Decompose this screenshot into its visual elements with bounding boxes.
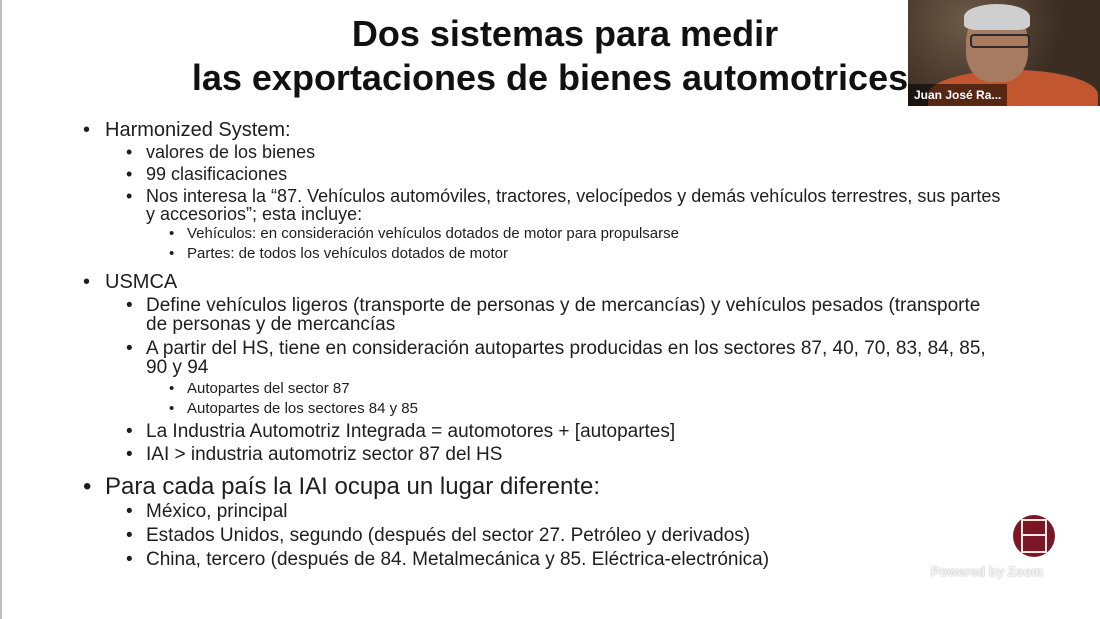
bullet-dot: • <box>126 142 133 162</box>
bullet-dot: • <box>126 186 133 206</box>
bullet-para-cada-pais <box>83 473 600 501</box>
bullet-valores <box>126 142 316 162</box>
bullet-text: IAI > industria automotriz sector 87 del HS <box>146 444 503 465</box>
bullet-dot: • <box>169 245 175 262</box>
bullet-vehiculos <box>169 225 679 243</box>
bullet-dot: • <box>169 400 175 417</box>
bullet-dot: • <box>126 338 133 359</box>
bullet-iai-sector-87 <box>126 444 503 465</box>
slide-title <box>150 12 950 100</box>
bullet-dot: • <box>169 380 175 397</box>
bullet-industria-integrada <box>126 421 676 442</box>
participant-hair <box>964 4 1030 30</box>
bullet-sector-87 <box>126 186 1006 224</box>
bullet-text: USMCA <box>105 271 178 293</box>
bullet-partes <box>169 245 509 263</box>
bullet-text: 99 clasificaciones <box>146 164 288 184</box>
bullet-dot: • <box>126 164 133 184</box>
bullet-dot: • <box>126 421 133 442</box>
participant-name-label: Juan José Ra... <box>908 84 1007 106</box>
bullet-text: Estados Unidos, segundo (después del sector 27. Petróleo y derivados) <box>146 525 751 546</box>
bullet-text: Nos interesa la “87. Vehículos automóviles, tractores, velocípedos y demás vehículos terrestres, sus partes y accesorios”; esta incluye: <box>146 186 1001 224</box>
bullet-autopartes-84-85 <box>169 400 418 418</box>
bullet-text: A partir del HS, tiene en consideración autopartes producidas en los sectores 87, 40, 70, 83, 84, 85, 90 y 94 <box>146 338 986 378</box>
bullet-dot: • <box>169 225 175 242</box>
bullet-text: Autopartes de los sectores 84 y 85 <box>187 400 418 417</box>
bullet-usmca <box>83 271 178 293</box>
bullet-text: Para cada país la IAI ocupa un lugar diferente: <box>105 473 600 500</box>
powered-by-zoom-watermark: Powered by Zoom <box>931 564 1043 579</box>
bullet-text: Define vehículos ligeros (transporte de personas y de mercancías) y vehículos pesados (transporte de personas y de mercancías <box>146 295 981 335</box>
bullet-text: China, tercero (después de 84. Metalmecánica y 85. Eléctrica-electrónica) <box>146 549 770 570</box>
bullet-define-vehiculos <box>126 295 1006 335</box>
bullet-dot: • <box>83 271 91 293</box>
bullet-china <box>126 549 770 570</box>
bullet-dot: • <box>126 295 133 316</box>
bullet-text: La Industria Automotriz Integrada = automotores + [autopartes] <box>146 421 676 442</box>
bullet-text: Vehículos: en consideración vehículos dotados de motor para propulsarse <box>187 225 679 242</box>
bullet-dot: • <box>126 444 133 465</box>
bullet-dot: • <box>126 501 133 522</box>
bullet-estados-unidos <box>126 525 751 546</box>
bullet-text: México, principal <box>146 501 288 522</box>
bullet-dot: • <box>126 525 133 546</box>
bullet-text: Partes: de todos los vehículos dotados de motor <box>187 245 509 262</box>
bullet-harmonized-system <box>83 119 291 141</box>
bullet-text: Harmonized System: <box>105 119 291 141</box>
slide-left-border <box>0 0 2 619</box>
bullet-text: valores de los bienes <box>146 142 316 162</box>
logo-emblem <box>1021 519 1047 553</box>
bullet-autopartes-87 <box>169 380 350 398</box>
participant-video-tile[interactable] <box>908 0 1100 106</box>
bullet-autopartes-hs <box>126 338 1006 378</box>
slide-title-line-2: las exportaciones de bienes automotrices <box>191 57 909 98</box>
bullet-dot: • <box>83 473 92 500</box>
bullet-mexico <box>126 501 288 522</box>
slide-title-line-1: Dos sistemas para medir <box>351 13 779 54</box>
bullet-clasificaciones <box>126 164 288 184</box>
bullet-dot: • <box>83 119 91 141</box>
bullet-text: Autopartes del sector 87 <box>187 380 350 397</box>
institution-logo-icon <box>1013 515 1055 557</box>
bullet-dot: • <box>126 549 133 570</box>
participant-glasses <box>970 34 1030 48</box>
